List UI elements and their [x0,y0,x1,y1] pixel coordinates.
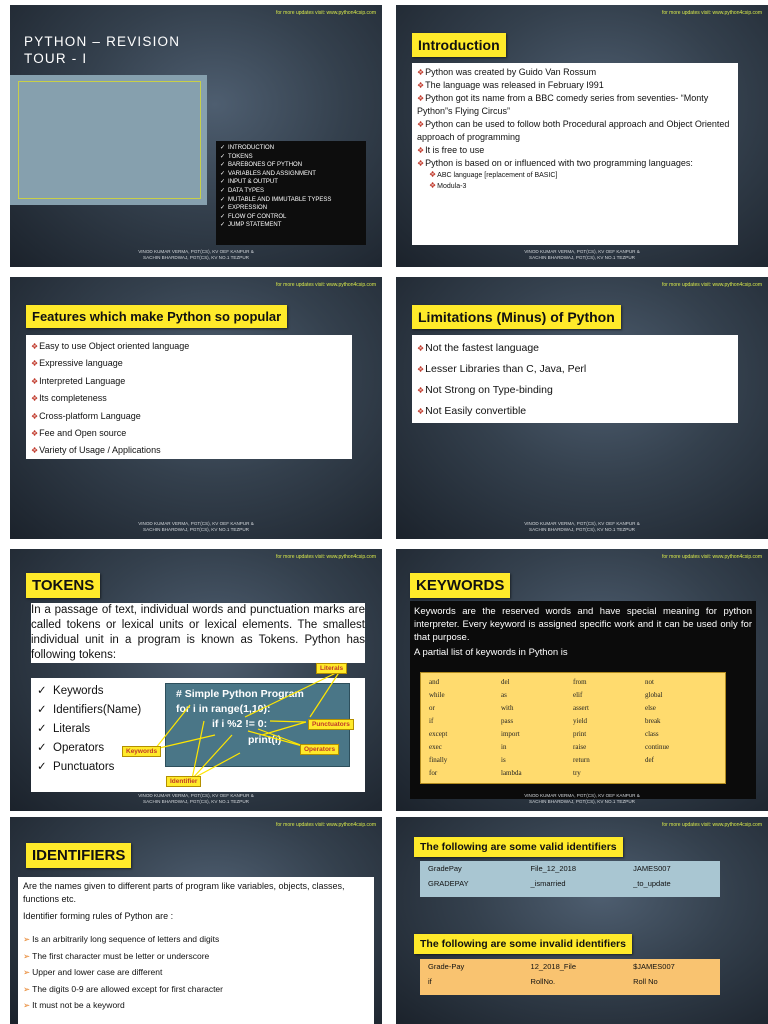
website-link[interactable]: for more updates visit: www.python4csip.com [661,554,762,560]
keywords-label: Keywords [122,746,161,757]
keyword-cell: is [501,756,506,764]
slide-features [10,277,382,539]
keyword-cell: class [645,730,659,738]
rules-intro: Identifier forming rules of Python are : [23,911,174,921]
website-link[interactable]: for more updates visit: www.python4csip.com [275,822,376,828]
content-box [412,335,738,423]
toc-item: ✓ FLOW OF CONTROL [220,213,287,220]
keyword-cell: return [573,756,590,764]
list-item: ✓ Punctuators [37,761,115,773]
keyword-cell: while [429,691,445,699]
website-link[interactable]: for more updates visit: www.python4csip.com [275,10,376,16]
keyword-cell: print [573,730,587,738]
table-cell: GRADEPAY [428,879,469,888]
slide-heading: Introduction [412,33,506,57]
list-item: ✓ Identifiers(Name) [37,704,142,716]
keyword-cell: else [645,704,656,712]
valid-identifiers-table [420,861,720,897]
table-cell: 12_2018_File [530,962,577,971]
keyword-cell: as [501,691,507,699]
code-line: # Simple Python Program [176,688,304,700]
title-line-1: PYTHON – REVISION [24,34,181,49]
toc-item: ✓ INTRODUCTION [220,145,275,151]
keyword-cell: from [573,678,587,686]
diamond-bullet-icon: ❖ [417,159,425,168]
title-frame [18,81,201,199]
literals-label: Literals [316,663,347,674]
content-box [26,335,352,459]
bullet-item: ❖Cross-platform Language [31,410,141,421]
arrow-bullet-icon: ➢ [23,1000,31,1011]
title-block [10,75,207,205]
code-line: if i %2 != 0: [212,718,268,730]
toc-item: ✓ JUMP STATEMENT [220,222,282,229]
slide-heading: Features which make Python so popular [26,305,287,328]
keyword-cell: for [429,769,438,777]
slide-footer: VINOD KUMAR VERMA, PGT(CS), KV OEF KANPUR & SACHIN BHARDWAJ, PGT(CS), KV NO.1 TEZPUR [524,793,640,804]
check-icon: ✓ [220,170,226,177]
code-line: print(i) [248,734,282,746]
keyword-cell: if [429,717,434,725]
diamond-bullet-icon: ❖ [31,376,39,386]
bullet-item: ❖Lesser Libraries than C, Java, Perl [417,363,587,375]
slide-heading: KEYWORDS [410,573,510,598]
content-box [18,877,374,1024]
slide-title-text [24,33,204,67]
keyword-cell: and [429,678,440,686]
keyword-cell: with [501,704,514,712]
slide-footer: VINOD KUMAR VERMA, PGT(CS), KV OEF KANPUR & SACHIN BHARDWAJ, PGT(CS), KV NO.1 TEZPUR [524,249,640,260]
slide-heading: IDENTIFIERS [26,843,131,868]
slide-heading: Limitations (Minus) of Python [412,305,621,329]
bullet-item: ❖Easy to use Object oriented language [31,341,190,351]
website-link[interactable]: for more updates visit: www.python4csip.com [661,282,762,288]
diamond-bullet-icon: ❖ [417,81,425,90]
diamond-bullet-icon: ❖ [417,94,425,103]
website-link[interactable]: for more updates visit: www.python4csip.com [661,822,762,828]
check-icon: ✓ [220,153,226,160]
toc-item: ✓ VARIABLES AND ASSIGNMENT [220,170,316,177]
rule-item: ➢ The digits 0-9 are allowed except for first character [23,983,223,994]
table-cell: Roll No [633,977,658,986]
tokens-paragraph: In a passage of text, individual words and punctuation marks are called tokens or lexical units or lexical elements. The smallest individual unit in a program is known as Tokens. Python has following tokens: [31,604,365,661]
keyword-cell: finally [429,756,448,764]
diamond-bullet-icon: ❖ [31,446,39,456]
slide-limitations [396,277,768,539]
slide-footer: VINOD KUMAR VERMA, PGT(CS), KV OEF KANPUR & SACHIN BHARDWAJ, PGT(CS), KV NO.1 TEZPUR [138,793,254,804]
slide-footer: VINOD KUMAR VERMA, PGT(CS), KV OEF KANPUR & SACHIN BHARDWAJ, PGT(CS), KV NO.1 TEZPUR [138,249,254,260]
diamond-bullet-icon: ❖ [31,394,39,404]
bullet-item: ❖Its completeness [31,393,107,404]
bullet-item: ❖Expressive language [31,358,123,369]
keyword-cell: del [501,678,510,686]
keyword-cell: pass [501,717,514,725]
rule-item: ➢ It must not be a keyword [23,1000,125,1011]
diamond-bullet-icon: ❖ [417,146,425,155]
keyword-cell: lambda [501,769,522,777]
slide-identifiers [10,817,382,1024]
rule-item: ➢ Is an arbitrarily long sequence of letters and digits [23,934,220,944]
diamond-bullet-icon: ❖ [31,411,39,421]
diamond-bullet-icon: ❖ [417,120,425,129]
keyword-cell: not [645,678,654,686]
table-cell: GradePay [428,864,462,873]
bullet-item: ❖It is free to use [417,145,485,155]
keyword-cell: global [645,691,663,699]
keyword-cell: yield [573,717,587,725]
bullet-item: ❖Python is based on or influenced with two programming languages: [417,158,693,168]
sub-bullet-item: ❖ABC language [replacement of BASIC] [429,170,558,179]
title-line-2: TOUR - I [24,51,88,66]
toc-item: ✓ MUTABLE AND IMMUTABLE TYPESS [220,196,332,203]
bullet-item: ❖The language was released in February I991 [417,80,604,90]
bullet-item: ❖Python can be used to follow both Procedural approach and Object Oriented approach of programming [417,119,730,142]
bullet-item: ❖Fee and Open source [31,428,127,439]
code-line: for i in range(1,10): [176,703,271,715]
slide-footer: VINOD KUMAR VERMA, PGT(CS), KV OEF KANPUR & SACHIN BHARDWAJ, PGT(CS), KV NO.1 TEZPUR [138,521,254,532]
keyword-cell: in [501,743,507,751]
arrow-bullet-icon: ➢ [23,950,31,961]
toc-item: ✓ TOKENS [220,153,253,160]
bullet-item: ❖Python got its name from a BBC comedy series from seventies- “Monty Python”s Flying Circus” [417,93,709,116]
keyword-cell: raise [573,743,587,751]
check-icon: ✓ [220,145,226,151]
keyword-cell: or [429,704,435,712]
punctuators-label: Punctuators [308,719,354,730]
slide-introduction [396,5,768,267]
website-link[interactable]: for more updates visit: www.python4csip.com [275,554,376,560]
rule-item: ➢ Upper and lower case are different [23,967,163,978]
identifiers-paragraph: Are the names given to different parts of program like variables, objects, classes, functions etc. [23,881,345,904]
diamond-bullet-icon: ❖ [31,429,39,439]
table-cell: _to_update [633,879,671,888]
table-cell: _ismarried [530,879,566,888]
slide-heading: TOKENS [26,573,100,598]
keyword-cell: import [501,730,520,738]
arrow-bullet-icon: ➢ [23,967,31,978]
toc-item: ✓ EXPRESSION [220,205,268,212]
keywords-paragraph: Keywords are the reserved words and have special meaning for python interpreter. Every keyword is assigned specific work and it can be used only for that purpose. [414,606,752,643]
keywords-partial-text: A partial list of keywords in Python is [414,647,568,658]
keyword-cell: continue [645,743,670,751]
list-item: ✓ Literals [37,723,91,735]
bullet-item: ❖Python was created by Guido Van Rossum [417,67,597,77]
sub-bullet-item: ❖Modula-3 [429,181,467,190]
keyword-cell: try [573,769,581,777]
diamond-bullet-icon: ❖ [31,359,39,369]
diamond-bullet-icon: ❖ [417,344,425,353]
diamond-bullet-icon: ❖ [429,170,437,179]
diamond-bullet-icon: ❖ [31,342,39,351]
check-icon: ✓ [220,222,226,229]
check-icon: ✓ [220,213,226,220]
rule-item: ➢ The first character must be letter or underscore [23,950,210,961]
contents-list [216,141,366,245]
bullet-item: ❖Not Easily convertible [417,405,527,417]
check-icon: ✓ [220,162,226,169]
keyword-cell: except [429,730,448,738]
bullet-item: ❖Interpreted Language [31,375,126,386]
table-cell: File_12_2018 [530,864,577,873]
operators-label: Operators [300,744,339,755]
check-icon: ✓ [220,196,226,203]
keyword-cell [645,767,717,780]
content-box [412,63,738,245]
slide-title [10,5,382,267]
bullet-item: ❖Variety of Usage / Applications [31,445,161,456]
invalid-identifiers-table [420,959,720,995]
diamond-bullet-icon: ❖ [417,68,425,77]
keyword-cell: elif [573,691,583,699]
slide-keywords [396,549,768,811]
website-link[interactable]: for more updates visit: www.python4csip.com [275,282,376,288]
arrow-bullet-icon: ➢ [23,983,31,994]
bullet-item: ❖Not the fastest language [417,342,540,354]
list-item: ✓ Keywords [37,685,104,697]
diamond-bullet-icon: ❖ [429,181,437,190]
table-cell: if [428,977,432,986]
table-cell: Grade-Pay [428,962,465,971]
keyword-cell: break [645,717,661,725]
arrow-bullet-icon: ➢ [23,934,31,944]
keywords-table [420,672,726,784]
check-icon: ✓ [220,205,226,212]
slide-identifier-examples [396,817,768,1024]
toc-item: ✓ INPUT & OUTPUT [220,179,278,186]
slide-tokens [10,549,382,811]
keyword-cell: def [645,756,654,764]
bullet-item: ❖Not Strong on Type-binding [417,384,553,396]
diamond-bullet-icon: ❖ [417,407,425,416]
diamond-bullet-icon: ❖ [417,365,425,374]
table-cell: RollNo. [530,977,556,986]
toc-item: ✓ BAREBONES OF PYTHON [220,162,303,169]
check-icon: ✓ [220,179,226,186]
table-cell: JAMES007 [633,864,671,873]
website-link[interactable]: for more updates visit: www.python4csip.com [661,10,762,16]
valid-heading: The following are some valid identifiers [414,837,623,857]
diamond-bullet-icon: ❖ [417,386,425,395]
keyword-cell: exec [429,743,442,751]
check-icon: ✓ [220,187,226,194]
toc-item: ✓ DATA TYPES [220,187,265,194]
list-item: ✓ Operators [37,742,105,754]
keyword-cell: assert [573,704,589,712]
table-cell: $JAMES007 [633,962,675,971]
slide-footer: VINOD KUMAR VERMA, PGT(CS), KV OEF KANPUR & SACHIN BHARDWAJ, PGT(CS), KV NO.1 TEZPUR [524,521,640,532]
invalid-heading: The following are some invalid identifiers [414,934,632,954]
identifier-label: Identifier [166,776,201,787]
